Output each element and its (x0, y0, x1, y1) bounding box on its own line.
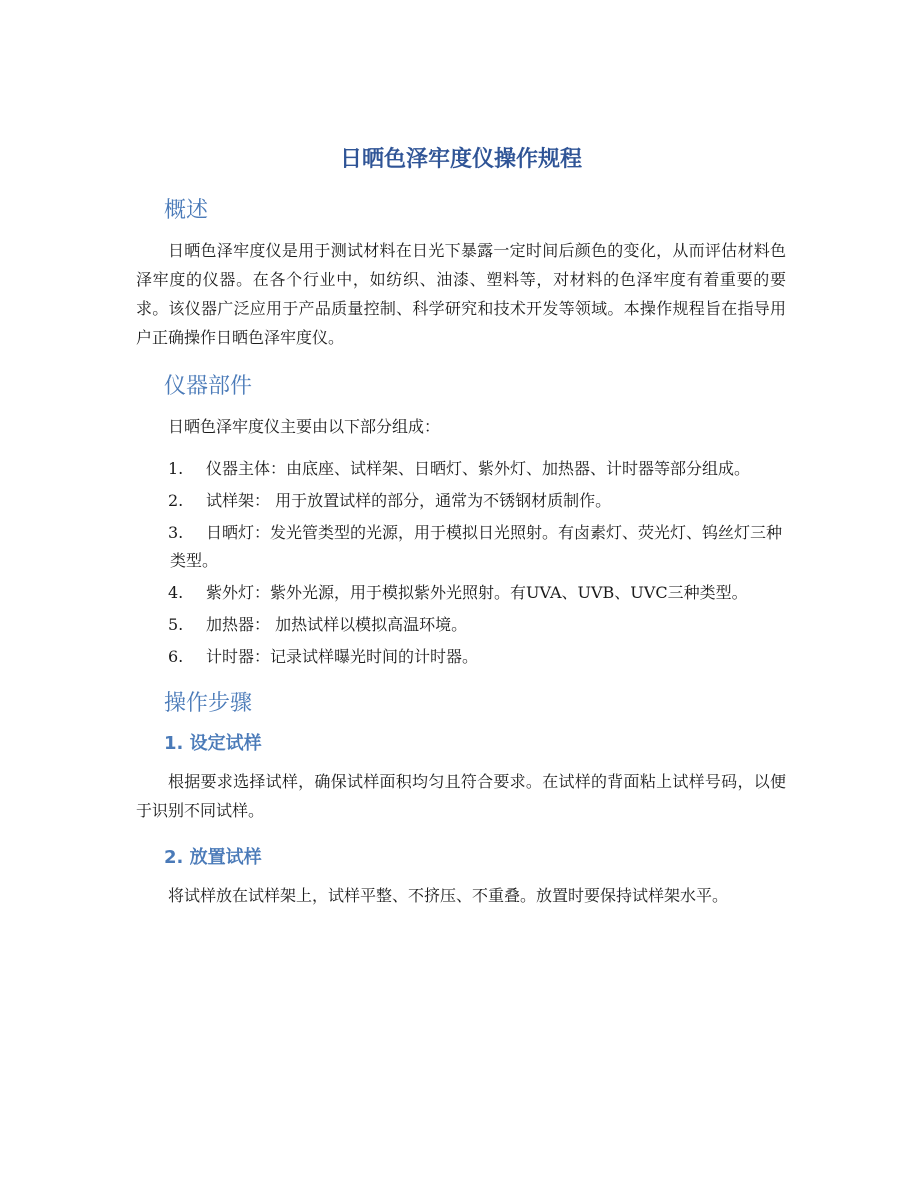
list-item-number: 3. (168, 523, 184, 542)
list-item-text: 仪器主体：由底座、试样架、日晒灯、紫外灯、加热器、计时器等部分组成。 (206, 459, 751, 478)
list-item-number: 1. (168, 459, 184, 478)
list-item-number: 5. (168, 615, 184, 634)
section-heading-components: 仪器部件 (164, 374, 253, 399)
section-components (136, 370, 786, 671)
section-heading-procedure: 操作步骤 (164, 691, 253, 716)
list-item-text: 试样架： 用于放置试样的部分，通常为不锈钢材质制作。 (206, 491, 612, 510)
overview-paragraph: 日晒色泽牢度仪是用于测试材料在日光下暴露一定时间后颜色的变化，从而评估材料色泽牢度的仪器。在各个行业中，如纺织、油漆、塑料等，对材料的色泽牢度有着重要的要求。该仪器广泛应用于产品质量控制、科学研究和技术开发等领域。本操作规程旨在指导用户正确操作日晒色泽牢度仪。 (136, 241, 786, 347)
components-lead: 日晒色泽牢度仪主要由以下部分组成： (168, 417, 441, 436)
step-heading-place-sample: 2. 放置试样 (164, 847, 262, 868)
list-item (136, 611, 786, 639)
list-item-number: 6. (168, 647, 184, 666)
list-item-number: 4. (168, 583, 184, 602)
list-item-text: 加热器： 加热试样以模拟高温环境。 (206, 615, 468, 634)
list-item (136, 643, 786, 671)
list-item-number: 2. (168, 491, 184, 510)
list-item-text: 计时器：记录试样曝光时间的计时器。 (206, 647, 479, 666)
list-item (136, 455, 786, 483)
list-item (136, 487, 786, 515)
section-overview (136, 194, 786, 352)
components-list (136, 455, 786, 671)
list-item-text: 日晒灯：发光管类型的光源，用于模拟日光照射。有卤素灯、荧光灯、钨丝灯三种类型。 (170, 523, 783, 570)
page-title: 日晒色泽牢度仪操作规程 (339, 147, 582, 172)
section-heading-overview: 概述 (164, 198, 209, 223)
list-item (136, 519, 786, 575)
document-content (136, 142, 786, 928)
step-heading-prepare-sample: 1. 设定试样 (164, 733, 262, 754)
section-procedure (136, 687, 786, 910)
step-paragraph-place-sample: 将试样放在试样架上，试样平整、不挤压、不重叠。放置时要保持试样架水平。 (168, 886, 729, 905)
list-item-text: 紫外灯：紫外光源，用于模拟紫外光照射。有UVA、UVB、UVC三种类型。 (206, 583, 748, 602)
list-item (136, 579, 786, 607)
step-paragraph-prepare-sample: 根据要求选择试样，确保试样面积均匀且符合要求。在试样的背面粘上试样号码，以便于识别不同试样。 (136, 772, 786, 820)
